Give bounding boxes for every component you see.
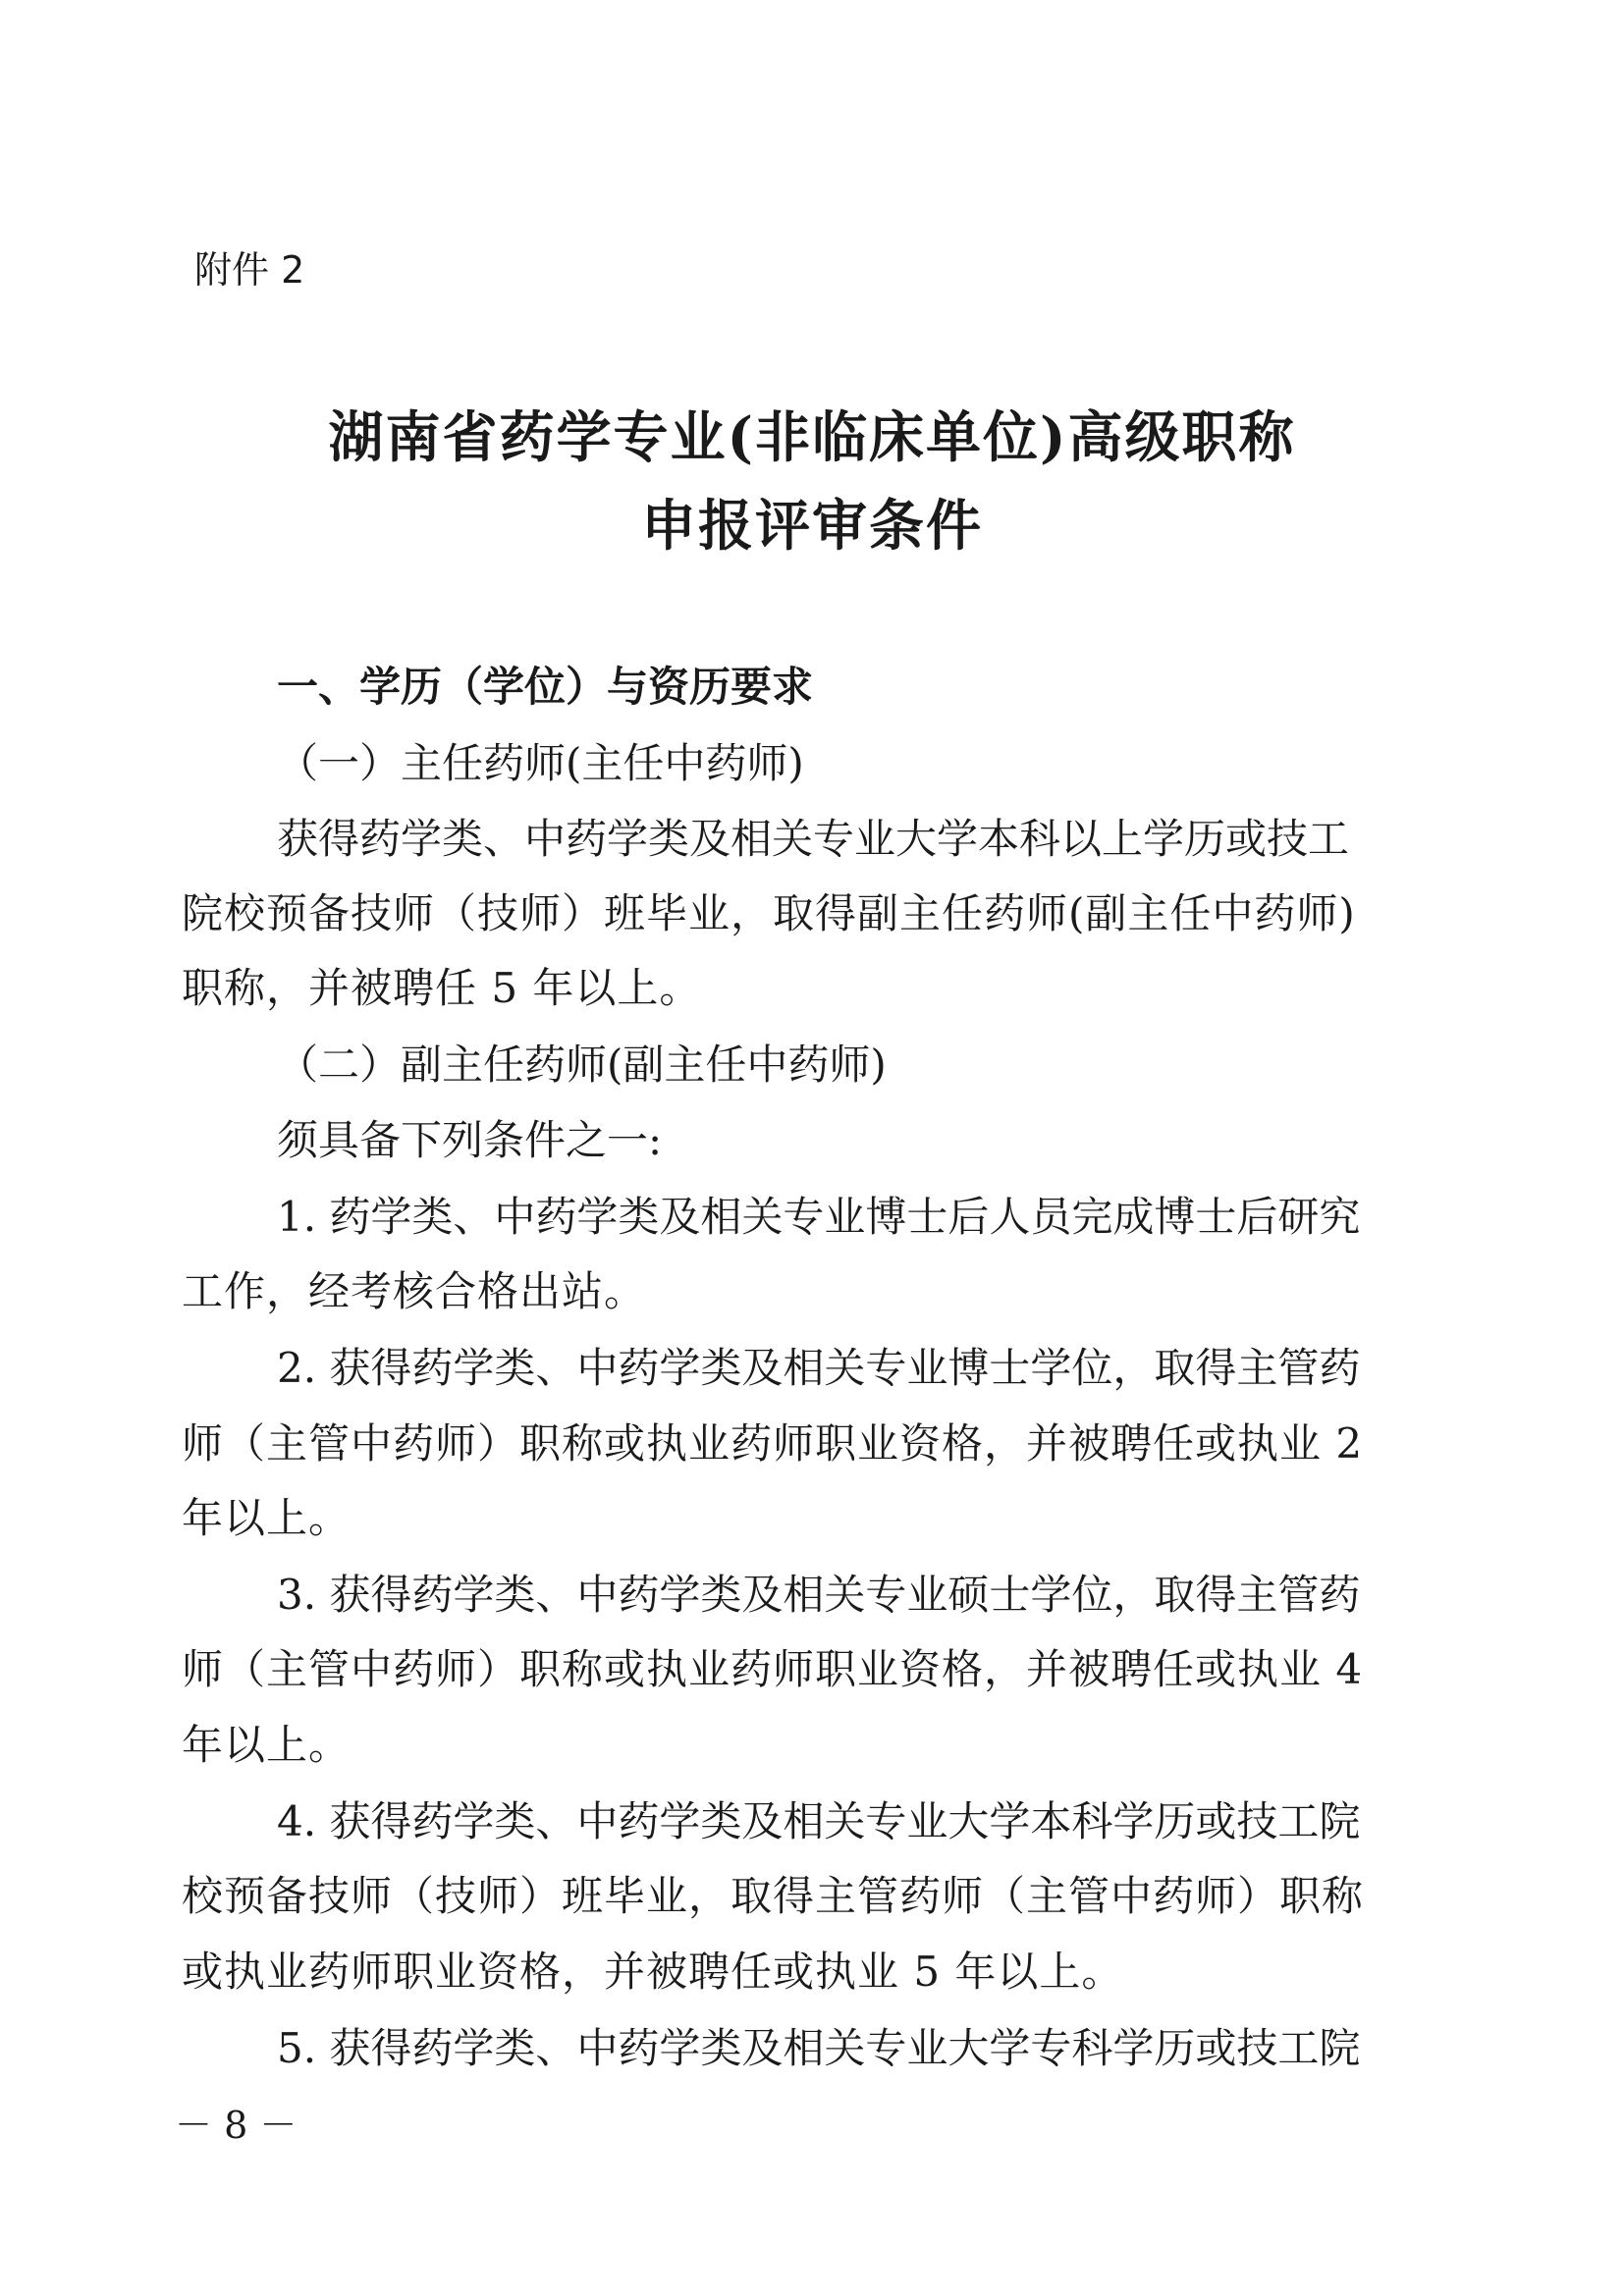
paragraph-line: 职称，并被聘任 5 年以上。	[182, 964, 702, 1012]
subsection-heading-2: （二）副主任药师(副主任中药师)	[277, 1041, 887, 1089]
list-item-line: 2. 获得药学类、中药学类及相关专业博士学位，取得主管药	[277, 1344, 1361, 1392]
subsection-heading-1: （一）主任药师(主任中药师)	[277, 739, 804, 787]
list-item-line: 师（主管中药师）职称或执业药师职业资格，并被聘任或执业 4	[182, 1645, 1364, 1693]
document-title-line-1: 湖南省药学专业(非临床单位)高级职称	[328, 405, 1296, 470]
list-item-line: 1. 药学类、中药学类及相关专业博士后人员完成博士后研究	[277, 1193, 1361, 1241]
paragraph-line: 须具备下列条件之一:	[277, 1116, 663, 1164]
list-item-line: 工作，经考核合格出站。	[182, 1267, 647, 1315]
section-heading: 一、学历（学位）与资历要求	[277, 663, 814, 711]
list-item-line: 4. 获得药学类、中药学类及相关专业大学本科学历或技工院	[277, 1797, 1361, 1845]
list-item-line: 师（主管中药师）职称或执业药师职业资格，并被聘任或执业 2	[182, 1419, 1364, 1468]
document-title-line-2: 申报评审条件	[641, 494, 983, 559]
paragraph-line: 获得药学类、中药学类及相关专业大学本科以上学历或技工	[277, 815, 1350, 863]
attachment-label: 附件 2	[194, 248, 305, 292]
list-item-line: 年以上。	[182, 1721, 352, 1769]
list-item-line: 校预备技师（技师）班毕业，取得主管药师（主管中药师）职称	[182, 1872, 1365, 1920]
page-number: － 8 －	[175, 2104, 298, 2147]
paragraph-line: 院校预备技师（技师）班毕业，取得副主任药师(副主任中药师)	[182, 889, 1356, 937]
list-item-line: 5. 获得药学类、中药学类及相关专业大学专科学历或技工院	[277, 2024, 1361, 2072]
list-item-line: 3. 获得药学类、中药学类及相关专业硕士学位，取得主管药	[277, 1571, 1361, 1619]
list-item-line: 年以上。	[182, 1494, 352, 1542]
list-item-line: 或执业药师职业资格，并被聘任或执业 5 年以上。	[182, 1948, 1124, 1996]
